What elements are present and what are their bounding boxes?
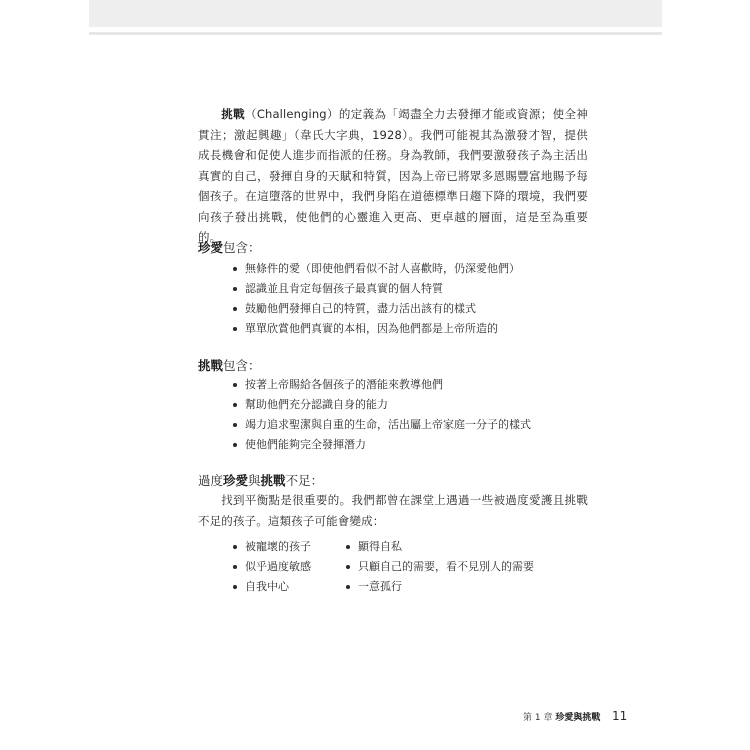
top-band bbox=[89, 0, 662, 27]
excess-paragraph-text: 找到平衡點是很重要的。我們都曾在課堂上遇過一些被過度愛護且挑戰不足的孩子。這類孩子可能會變成： bbox=[198, 493, 588, 528]
excess-list-right bbox=[346, 537, 534, 597]
excess-heading-prefix: 過度 bbox=[198, 473, 224, 488]
excess-heading-suffix: 不足： bbox=[285, 473, 324, 488]
challenge-heading-term: 挑戰 bbox=[198, 358, 224, 373]
page-number: 11 bbox=[612, 709, 628, 723]
challenge-heading-suffix: 包含： bbox=[223, 358, 261, 373]
challenge-list bbox=[233, 375, 531, 455]
excess-paragraph bbox=[198, 490, 588, 531]
excess-heading-middle: 與 bbox=[248, 473, 261, 488]
list-item: 只顧自己的需要，看不見別人的需要 bbox=[346, 557, 534, 577]
excess-heading-term2: 挑戰 bbox=[260, 473, 286, 488]
intro-term: 挑戰 bbox=[221, 107, 245, 121]
list-item: 認識並且肯定每個孩子最真實的個人特質 bbox=[233, 279, 520, 299]
list-item: 自我中心 bbox=[233, 577, 311, 597]
running-footer bbox=[523, 712, 600, 724]
list-item: 竭力追求聖潔與自重的生命，活出屬上帝家庭一分子的樣式 bbox=[233, 415, 531, 435]
excess-heading-term1: 珍愛 bbox=[223, 473, 249, 488]
footer-title: 珍愛與挑戰 bbox=[555, 713, 601, 723]
list-item: 使他們能夠完全發揮潛力 bbox=[233, 435, 531, 455]
list-item: 幫助他們充分認識自身的能力 bbox=[233, 395, 531, 415]
love-list bbox=[233, 259, 520, 339]
intro-paragraph bbox=[198, 104, 588, 248]
love-heading-term: 珍愛 bbox=[198, 240, 224, 255]
list-item: 按著上帝賜給各個孩子的潛能來教導他們 bbox=[233, 375, 531, 395]
love-heading-suffix: 包含： bbox=[223, 240, 261, 255]
list-item: 鼓勵他們發揮自己的特質，盡力活出該有的樣式 bbox=[233, 299, 520, 319]
list-item: 似乎過度敏感 bbox=[233, 557, 311, 577]
list-item: 顯得自私 bbox=[346, 537, 534, 557]
list-item: 一意孤行 bbox=[346, 577, 534, 597]
list-item: 無條件的愛（即使他們看似不討人喜歡時，仍深愛他們） bbox=[233, 259, 520, 279]
list-item: 被寵壞的孩子 bbox=[233, 537, 311, 557]
intro-body: （Challenging）的定義為「竭盡全力去發揮才能或資源；使全神貫注；激起興趣」（韋氏大字典，1928）。我們可能視其為激發才智，提供成長機會和促使人進步而指派的任務。身為教師，我們要激發孩子為主活出真實的自己，發揮自身的天賦和特質，因為上帝已將眾多恩賜豐富地賜予每個孩子。在這墮落的世界中，我們身陷在道德標準日趨下降的環境，我們要向孩子發出挑戰，使他們的心靈進入更高、更卓越的層面，這是至為重要的。 bbox=[198, 107, 588, 244]
footer-chapter: 第 1 章 bbox=[523, 713, 553, 723]
excess-heading bbox=[198, 472, 323, 490]
list-item: 單單欣賞他們真實的本相，因為他們都是上帝所造的 bbox=[233, 319, 520, 339]
top-rule bbox=[89, 32, 662, 35]
love-heading bbox=[198, 239, 261, 257]
excess-list-left bbox=[233, 537, 311, 597]
challenge-heading bbox=[198, 357, 261, 375]
